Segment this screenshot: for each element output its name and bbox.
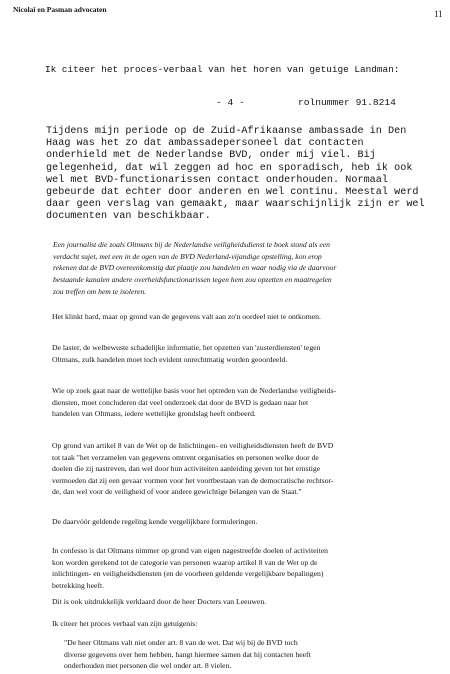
paragraph-line: diensten, moet concluderen dat veel onderzoek dat door de BVD is gedaan naar het xyxy=(52,397,309,407)
testimony-line: documenten van beschikbaar. xyxy=(46,211,211,223)
paragraph-line: Ik citeer het proces verbaal van zijn getuigenis: xyxy=(52,619,198,628)
quote-line: diverse gegevens over hem hebben, hangt hiermee samen dat hij contacten heeft xyxy=(64,649,311,659)
paragraph-line: vermoeden dat zij een gevaar vormen voor het voortbestaan van de democratische rechtsor- xyxy=(52,475,334,485)
testimony-line: gelegenheid, dat wil zeggen ad hoc en sporadisch, heb ik ook xyxy=(46,162,413,174)
testimony-line: gebeurde dat echter door anderen en wel continu. Meestal werd xyxy=(46,187,419,199)
letterhead: Nicolaï en Pasman advocaten xyxy=(13,5,107,14)
paragraph-line: doelen die zij nastreven, dan wel door hun activiteiten aanleiding geven tot het ernstige xyxy=(52,464,321,474)
rolnummer: rolnummer 91.8214 xyxy=(298,97,396,108)
block-quote xyxy=(64,637,449,672)
paragraph-line: handelen van Oltmans, iedere wettelijke grondslag heeft ontbeerd. xyxy=(52,409,256,419)
paragraph-line: Het klinkt hard, maar op grond van de gegevens valt aan zo'n oordeel niet te ontkomen. xyxy=(52,312,321,321)
italic-paragraph xyxy=(53,239,445,298)
italic-line: bestaande kanalen andere overheidsfunctionarissen tegen hem zou opzetten en maatregelen xyxy=(53,275,332,285)
quote-line: onderhouden met personen die wel onder art. 8 vielen. xyxy=(64,661,232,671)
italic-line: Een journalist die zoals Oltmans bij de Nederlandse veiligheidsdienst te boek stond als een xyxy=(53,240,330,249)
page-number: 11 xyxy=(434,9,443,19)
paragraph-line: Dit is ook uitdrukkelijk verklaard door de heer Docters van Leeuwen. xyxy=(52,597,267,606)
paragraph-5 xyxy=(52,516,447,528)
testimony-line: Haag was het zo dat ambassadepersoneel dat contacten xyxy=(46,138,364,150)
paragraph-line: In confesso is dat Oltmans nimmer op grond van eigen nagestreefde doelen of activiteiten xyxy=(52,546,329,555)
paragraph-line: De laster, de welbewuste schadelijke informatie, het opzetten van 'zusterdiensten' tegen xyxy=(52,343,321,352)
paragraph-6 xyxy=(52,545,447,591)
paragraph-line: Op grond van artikel 8 van de Wet op de Inlichtingen- en veiligheidsdiensten heeft de BVD xyxy=(52,441,334,450)
paragraph-1 xyxy=(52,311,447,323)
paragraph-7 xyxy=(52,596,447,608)
paragraph-8 xyxy=(52,618,447,630)
testimony-quote xyxy=(46,126,441,224)
quote-line: "De heer Oltmans valt niet onder art. 8 van de wet. Dat wij bij de BVD toch xyxy=(64,638,298,647)
paragraph-line: betrekking heeft. xyxy=(52,580,105,590)
testimony-line: wel met BVD-functionarissen contact onderhouden. Normaal xyxy=(46,174,389,186)
italic-line: verdacht sujet, met een in de ogen van de BVD Nederland-vijandige opstelling, kon erop xyxy=(53,251,322,261)
paragraph-2 xyxy=(52,342,447,365)
paragraph-line: kon worden gerekend tot de categorie van personen waarop artikel 8 van de Wet op de xyxy=(52,557,318,567)
italic-line: zou treffen om hem te isoleren. xyxy=(53,286,147,296)
paragraph-line: de, dan wel voor de veiligheid of voor andere gewichtige belangen van de Staat." xyxy=(52,487,302,497)
testimony-line: Tijdens mijn periode op de Zuid-Afrikaanse ambassade in Den xyxy=(46,126,407,137)
testimony-line: daar geen verslag van gemaakt, maar waarschijnlijk zijn er wel xyxy=(46,199,425,211)
paragraph-line: inlichtingen- en veiligheidsdiensten (en de voorheen geldende vergelijkbare bepalingen) xyxy=(52,569,324,579)
transcript-page-marker: - 4 - xyxy=(216,97,245,108)
paragraph-4 xyxy=(52,440,447,498)
testimony-line: onderhield met de Nederlandse BVD, onder mij viel. Bij xyxy=(46,150,376,162)
citation-intro: Ik citeer het proces-verbaal van het horen van getuige Landman: xyxy=(45,64,400,75)
paragraph-line: De daarvóór geldende regeling kende vergelijkbare formuleringen. xyxy=(52,517,258,526)
paragraph-line: tot taak "het verzamelen van gegevens omtrent organisaties en personen welke door de xyxy=(52,452,319,462)
paragraph-line: Wie op zoek gaat naar de wettelijke basis voor het optreden van de Nederlandse veiligheids- xyxy=(52,386,337,395)
paragraph-line: Oltmans, zulk handelen moet toch evident onrechtmatig worden geoordeeld. xyxy=(52,354,288,364)
italic-line: rekenen dat de BVD overeenkomstig dat plaatje zou handelen en waar nodig via de daarvoor xyxy=(53,263,337,273)
paragraph-3 xyxy=(52,385,447,420)
